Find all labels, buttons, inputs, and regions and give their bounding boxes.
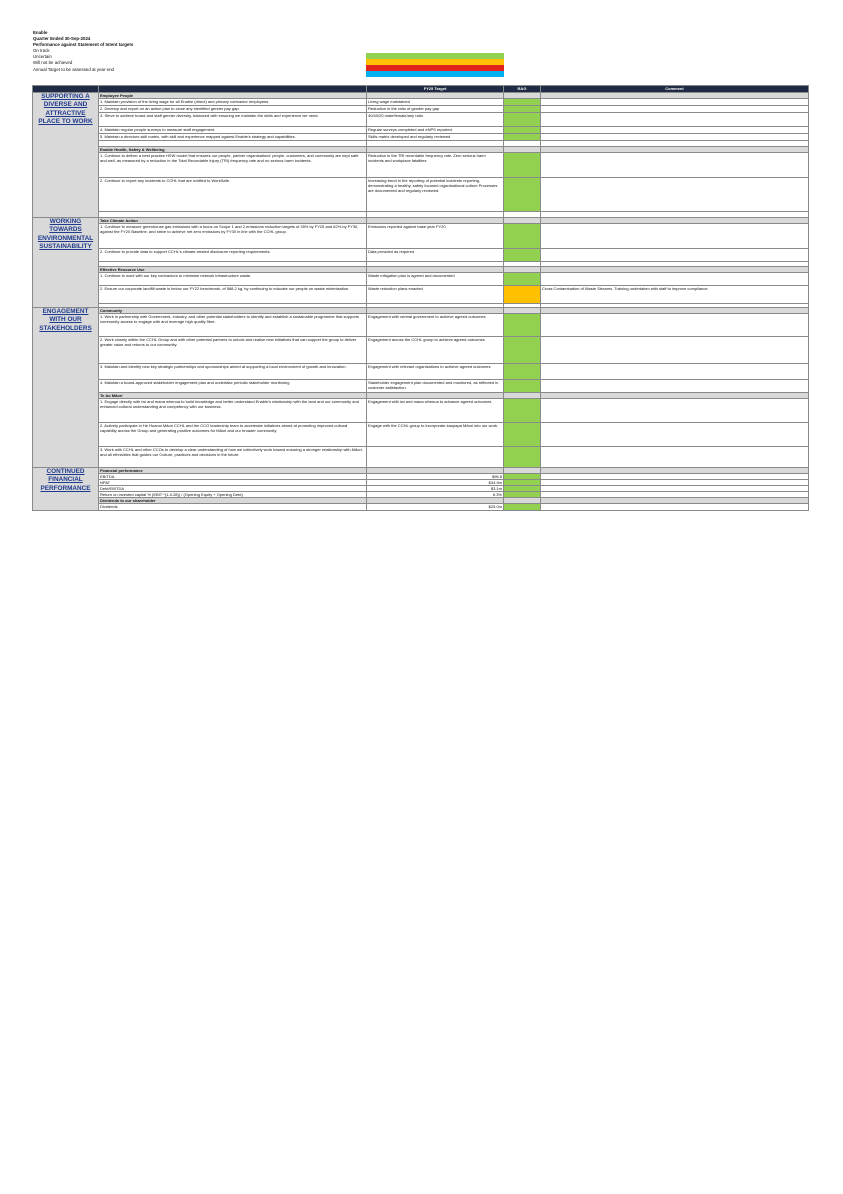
objective-text: 1. Continue to measure greenhouse gas emissions with a focus on Scope 1 and 2 emissions reduction targets of 35% by FY25 and 62% by FY30, against the FY20 Baseline, and strive to achieve net zero emissions by FY30 in line with the CCHL group. — [99, 224, 367, 249]
financial-label: Return on invested capital % (EBIT *(1-0.28)) / (Opening Equity + Opening Debt) — [99, 492, 367, 498]
legend-label-year-end: Annual Target to be assessed at year end — [33, 66, 114, 72]
comment-cell — [541, 447, 809, 468]
org-name: Enable — [33, 30, 48, 35]
section-title: Effective Resource Use — [99, 267, 367, 273]
theme-engagement: ENGAGEMENT WITH OUR STAKEHOLDERS — [33, 308, 99, 468]
rag-cell — [504, 113, 541, 127]
comment-cell — [541, 106, 809, 113]
target-text: Waste reduction plans enacted — [367, 286, 504, 304]
target-text: Increasing trend in the reporting of potential incidents reporting, demonstrating a healthy, safety focused organisational culture Processes are documented and regularly reviewed. — [367, 178, 504, 212]
financial-value: 6.3% — [367, 492, 504, 498]
table-row — [33, 273, 809, 286]
rag-cell — [504, 447, 541, 468]
rag-legend — [366, 53, 504, 77]
legend-label-uncertain: Uncertain — [33, 54, 52, 60]
table-row — [33, 504, 809, 511]
header-target: FY25 Target — [367, 86, 504, 93]
financial-value: $95.8 — [367, 474, 504, 480]
target-text: Regular surveys completed and eNPS reported — [367, 127, 504, 134]
comment-cell — [541, 504, 809, 511]
table-row — [33, 399, 809, 423]
section-title: Financial performance — [99, 468, 367, 474]
section-title: Te Ao Māori — [99, 393, 367, 399]
rag-cell-amber — [504, 286, 541, 304]
rag-cell — [504, 314, 541, 337]
theme-financial: CONTINUED FINANCIAL PERFORMANCE — [33, 468, 99, 511]
table-row — [33, 364, 809, 380]
comment-cell — [541, 314, 809, 337]
target-text: Engagement with relevant organisations to achieve agreed outcomes — [367, 364, 504, 380]
dividends-label: Dividends — [99, 504, 367, 511]
objective-text: 2. Ensure our corporate landfill waste is below our FY22 benchmark, of 588.2 kg, by continuing to educate our people on waste minimisation. — [99, 286, 367, 304]
target-text: Stakeholder engagement plan documented and monitored, as reflected in customer satisfaction. — [367, 380, 504, 393]
rag-cell — [504, 380, 541, 393]
rag-cell — [504, 153, 541, 178]
target-text — [367, 447, 504, 468]
objective-text: 3. Work with CCHL and other CCOs to develop a clear understanding of how we collectively work toward ensuring a stronger relationship with Māori, and all ethnicities that guides our Culture, practices and decisions in the future. — [99, 447, 367, 468]
table-row — [33, 423, 809, 447]
objective-text: 3. Maintain and identify new key strategic partnerships and sponsorships aimed at supporting a local environment of growth and innovation. — [99, 364, 367, 380]
table-row — [33, 224, 809, 249]
comment-cell — [541, 337, 809, 364]
theme-diverse: SUPPORTING A DIVERSE AND ATTRACTIVE PLACE TO WORK — [33, 93, 99, 218]
table-row — [33, 337, 809, 364]
table-row — [33, 178, 809, 212]
section-title: Dividends to our shareholder — [99, 498, 367, 504]
report-header — [33, 30, 133, 73]
table-row — [33, 447, 809, 468]
section-title: Community — [99, 308, 367, 314]
rag-cell — [504, 134, 541, 141]
objective-text: 1. Continue to deliver a best practice HSW model that ensures our people, partner organisations' people, customers, and community are kept safe and well, as measured by a reduction in the Total Recordable Injury (TRI) frequency rate and no serious harm incidents. — [99, 153, 367, 178]
rag-cell — [504, 504, 541, 511]
comment-cell — [541, 113, 809, 127]
legend-label-not-achieved: Will not be achieved — [33, 60, 73, 66]
target-text: Reduction in the TRI recordable frequency rate. Zero serious harm incidents and workplace fatalities — [367, 153, 504, 178]
objective-text: 5. Maintain a directors skill matrix, with skill and experience mapped against Enable's strategy and capabilities. — [99, 134, 367, 141]
target-text: Waste mitigation plan is agreed and documented — [367, 273, 504, 286]
table-row — [33, 106, 809, 113]
comment-cell — [541, 380, 809, 393]
legend-label-on-track: On track — [33, 48, 50, 54]
target-text: Emissions reported against base year FY20 — [367, 224, 504, 249]
rag-cell — [504, 399, 541, 423]
target-text: Data provided as required — [367, 249, 504, 262]
soi-performance-table — [32, 85, 809, 511]
comment-cell — [541, 134, 809, 141]
comment-cell — [541, 153, 809, 178]
theme-environment: WORKING TOWARDS ENVIRONMENTAL SUSTAINABILITY — [33, 218, 99, 308]
legend-swatch-blue — [366, 71, 504, 77]
header-rag: RAG — [504, 86, 541, 93]
table-row — [33, 286, 809, 304]
report-title: Performance against Statement of Intent targets — [33, 42, 134, 48]
financial-label: EBITDA — [99, 474, 367, 480]
quarter-label: Quarter Ended 30-Sep-2024 — [33, 36, 91, 42]
target-text: Engagement with central government to achieve agreed outcomes — [367, 314, 504, 337]
comment-cell — [541, 423, 809, 447]
comment-cell — [541, 178, 809, 212]
objective-text: 2. Continue to provide data to support CCHL's climate-related disclosure reporting requirements. — [99, 249, 367, 262]
target-text: Living wage maintained — [367, 99, 504, 106]
objective-text: 2. Actively participate in He Huanui Māori CCHL and the CCO leadership team to accelerate initiatives aimed at promoting improved cultural capability across the Group and generating positive outcomes for Māori and our broader community. — [99, 423, 367, 447]
rag-cell — [504, 106, 541, 113]
objective-text: 4. Maintain a board-approved stakeholder engagement plan and undertake periodic stakeholder monitoring — [99, 380, 367, 393]
target-text: 40/40/20 male/female/any ratio — [367, 113, 504, 127]
target-text: Engage with the CCHL group to incorporate kaupapa Māori into our work. — [367, 423, 504, 447]
target-text: Skills matrix developed and regularly reviewed — [367, 134, 504, 141]
objective-text: 2. Develop and report on an action plan to close any identified gender pay gap. — [99, 106, 367, 113]
financial-label: NPAT — [99, 480, 367, 486]
comment-cell — [541, 273, 809, 286]
comment-cell — [541, 364, 809, 380]
comment-cell — [541, 99, 809, 106]
rag-cell — [504, 224, 541, 249]
table-row — [33, 127, 809, 134]
dividends-value: $25.0m — [367, 504, 504, 511]
objective-text: 1. Engage directly with iwi and mana whenua to build knowledge and better understand Enable's relationship with the land and our community and enhanced cultural understanding and competency with our business. — [99, 399, 367, 423]
rag-cell — [504, 249, 541, 262]
comment-cell — [541, 224, 809, 249]
section-title: Enable Health, Safety & Wellbeing — [99, 147, 367, 153]
objective-text: 4. Maintain regular people surveys to measure staff engagement. — [99, 127, 367, 134]
section-title: Take Climate Action — [99, 218, 367, 224]
rag-cell — [504, 364, 541, 380]
comment-cell — [541, 127, 809, 134]
target-text: Engagement across the CCHL group to achieve agreed outcomes — [367, 337, 504, 364]
table-row — [33, 134, 809, 141]
objective-text: 2. Work closely within the CCHL Group and with other potential partners to unlock and realise new initiatives that can support the group to deliver greater value and returns to our community. — [99, 337, 367, 364]
comment-cell: Cross Contamination of Waste Streams. Training undertaken with staff to improve compliance. — [541, 286, 809, 304]
rag-cell — [504, 99, 541, 106]
objective-text: 3. Strive to achieve board and staff gender diversity, balanced with ensuring we maintain the skills and experience we need. — [99, 113, 367, 127]
rag-cell — [504, 337, 541, 364]
header-blank — [99, 86, 367, 93]
rag-cell — [504, 273, 541, 286]
rag-cell — [504, 178, 541, 212]
objective-text: 2. Continue to report any incidents to CCHL that are notified to WorkSafe. — [99, 178, 367, 212]
table-row — [33, 113, 809, 127]
header-comment: Comment — [541, 86, 809, 93]
table-row — [33, 380, 809, 393]
target-text: Reduction in the ratio of gender pay gap — [367, 106, 504, 113]
financial-label: Debt/EBITDA — [99, 486, 367, 492]
rag-cell — [504, 423, 541, 447]
target-text: Engagement with iwi and mana whenua to advance agreed outcomes — [367, 399, 504, 423]
comment-cell — [541, 249, 809, 262]
objective-text: 1. Maintain provision of the living wage for all Enable (direct) and primary contractor employees. — [99, 99, 367, 106]
financial-value: $3.1m — [367, 486, 504, 492]
header-blank — [33, 86, 99, 93]
comment-cell — [541, 399, 809, 423]
financial-value: $34.9m — [367, 480, 504, 486]
table-header-row — [33, 86, 809, 93]
rag-cell — [504, 127, 541, 134]
objective-text: 1. Work in partnership with Government, industry, and other potential stakeholders to identify and establish a sustainable programme that supports community access to engage with and leverage high quality fibre. — [99, 314, 367, 337]
objective-text: 1. Continue to work with our key contractors to minimise network infrastructure waste. — [99, 273, 367, 286]
table-row — [33, 249, 809, 262]
section-title: Employee People — [99, 93, 367, 99]
table-row — [33, 153, 809, 178]
table-row — [33, 99, 809, 106]
table-row — [33, 314, 809, 337]
